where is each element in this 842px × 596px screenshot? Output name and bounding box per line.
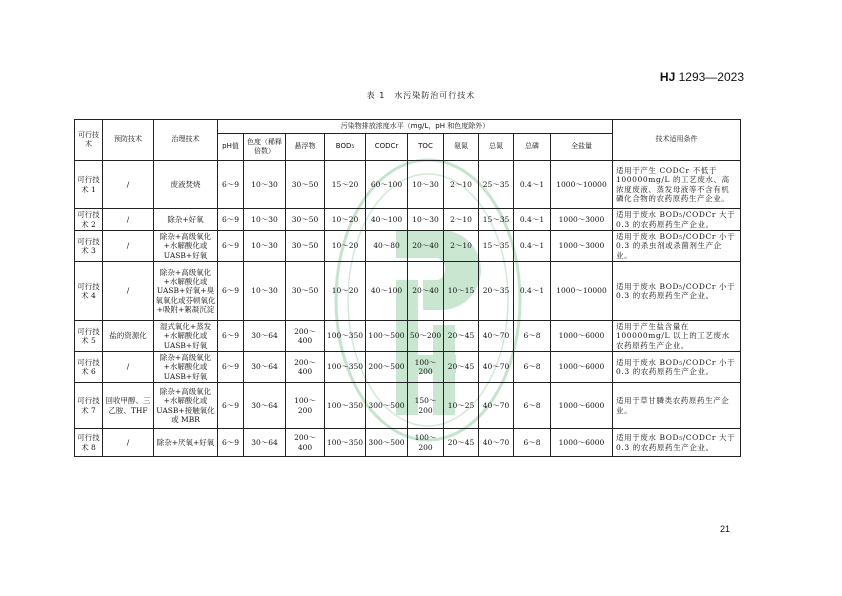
page-number: 21	[719, 524, 730, 534]
cell-prevention: /	[103, 231, 154, 262]
cell-tech: 可行技术 1	[75, 161, 103, 209]
cell-value: 100～200	[286, 383, 325, 429]
cell-value: 100～350	[325, 352, 366, 383]
header-emission-group: 污染物排放浓度水平（mg/L，pH 和色度除外）	[218, 120, 613, 134]
cell-value: 100～500	[366, 321, 408, 352]
cell-value: 2～10	[444, 231, 479, 262]
header-ph: pH值	[218, 134, 244, 161]
cell-value: 30～50	[286, 231, 325, 262]
cell-value: 1000～6000	[551, 383, 613, 429]
cell-value: 10～30	[244, 262, 286, 321]
cell-prevention: 回收甲醇、三乙胺、THF	[103, 383, 154, 429]
cell-value: 50～200	[408, 321, 444, 352]
cell-value: 0.4～1	[514, 262, 551, 321]
cell-value: 6～9	[218, 383, 244, 429]
cell-value: 40～70	[479, 429, 514, 457]
cell-prevention: /	[103, 262, 154, 321]
cell-tech: 可行技术 2	[75, 209, 103, 231]
cell-value: 30～64	[244, 321, 286, 352]
cell-value: 2～10	[444, 161, 479, 209]
cell-value: 30～64	[244, 352, 286, 383]
cell-value: 30～50	[286, 161, 325, 209]
cell-value: 150～200	[408, 383, 444, 429]
cell-value: 20～40	[408, 231, 444, 262]
header-bod5: BOD₅	[325, 134, 366, 161]
cell-treatment: 湿式氧化+蒸发+水解酸化或 UASB+好氧	[154, 321, 218, 352]
cell-value: 100～350	[325, 321, 366, 352]
header-conditions: 技术适用条件	[613, 120, 741, 161]
cell-value: 300～500	[366, 383, 408, 429]
cell-value: 15～35	[479, 209, 514, 231]
cell-conditions: 适用于草甘膦类农药原药生产企业。	[613, 383, 741, 429]
cell-tech: 可行技术 3	[75, 231, 103, 262]
header-ss: 悬浮物	[286, 134, 325, 161]
cell-conditions: 适用于废水 BOD₅/CODCr 小于 0.3 的杀虫剂或杀菌剂生产企业。	[613, 231, 741, 262]
cell-tech: 可行技术 7	[75, 383, 103, 429]
header-toc: TOC	[408, 134, 444, 161]
cell-value: 1000～6000	[551, 352, 613, 383]
header-prevention: 预防技术	[103, 120, 154, 161]
cell-tech: 可行技术 5	[75, 321, 103, 352]
cell-value: 60～100	[366, 161, 408, 209]
cell-conditions: 适用于废水 BOD₅/CODCr 小于 0.3 的农药原药生产企业。	[613, 262, 741, 321]
header-codcr: CODCr	[366, 134, 408, 161]
cell-treatment: 除杂+高级氧化+水解酸化或 UASB+好氧	[154, 231, 218, 262]
table-row	[75, 161, 741, 209]
cell-value: 1000～6000	[551, 429, 613, 457]
cell-value: 10～30	[408, 161, 444, 209]
cell-prevention: 盐的资源化	[103, 321, 154, 352]
cell-value: 40～70	[479, 352, 514, 383]
cell-value: 20～45	[444, 429, 479, 457]
cell-value: 1000～3000	[551, 231, 613, 262]
cell-tech: 可行技术 4	[75, 262, 103, 321]
cell-conditions: 适用于废水 BOD₅/CODCr 大于 0.3 的农药原药生产企业。	[613, 429, 741, 457]
cell-value: 40～70	[479, 321, 514, 352]
cell-value: 6～8	[514, 383, 551, 429]
cell-value: 20～40	[408, 262, 444, 321]
header-feasible: 可行技术	[75, 120, 103, 161]
cell-treatment: 除杂+厌氧+好氧	[154, 429, 218, 457]
table-row	[75, 262, 741, 321]
cell-value: 20～45	[444, 321, 479, 352]
cell-value: 20～45	[444, 352, 479, 383]
cell-value: 10～30	[408, 209, 444, 231]
cell-conditions: 适用于废水 BOD₅/CODCr 大于 0.3 的农药原药生产企业。	[613, 209, 741, 231]
cell-value: 100～200	[408, 352, 444, 383]
cell-value: 10～20	[325, 209, 366, 231]
cell-value: 1000～3000	[551, 209, 613, 231]
header-total-salt: 全盐量	[551, 134, 613, 161]
table-caption: 表 1 水污染防治可行技术	[366, 91, 476, 100]
cell-value: 200～400	[286, 429, 325, 457]
cell-value: 6～9	[218, 209, 244, 231]
table-row	[75, 429, 741, 457]
cell-value: 0.4～1	[514, 231, 551, 262]
cell-value: 40～70	[479, 383, 514, 429]
cell-tech: 可行技术 6	[75, 352, 103, 383]
cell-value: 100～200	[408, 429, 444, 457]
cell-value: 100～350	[325, 383, 366, 429]
standard-number: HJ 1293—2023	[659, 70, 744, 84]
cell-value: 6～9	[218, 262, 244, 321]
table-row	[75, 383, 741, 429]
cell-treatment: 除杂+好氧	[154, 209, 218, 231]
cell-prevention: /	[103, 352, 154, 383]
table-row	[75, 352, 741, 383]
header-chroma: 色度（稀释倍数）	[244, 134, 286, 161]
cell-prevention: /	[103, 161, 154, 209]
cell-value: 30～50	[286, 262, 325, 321]
cell-value: 30～50	[286, 209, 325, 231]
cell-value: 300～500	[366, 429, 408, 457]
cell-value: 30～64	[244, 383, 286, 429]
cell-value: 100～350	[325, 429, 366, 457]
cell-value: 10～20	[325, 231, 366, 262]
cell-treatment: 除杂+高级氧化+水解酸化或 UASB+接触氧化或 MBR	[154, 383, 218, 429]
cell-value: 1000～6000	[551, 321, 613, 352]
cell-value: 25～35	[479, 161, 514, 209]
cell-prevention: /	[103, 429, 154, 457]
cell-value: 0.4～1	[514, 161, 551, 209]
cell-value: 200～400	[286, 352, 325, 383]
feasible-technology-table	[74, 119, 741, 457]
cell-value: 30～64	[244, 429, 286, 457]
table-row	[75, 321, 741, 352]
cell-value: 1000～10000	[551, 262, 613, 321]
cell-value: 6～9	[218, 429, 244, 457]
cell-value: 6～9	[218, 321, 244, 352]
cell-value: 10～20	[325, 262, 366, 321]
cell-value: 40～100	[366, 262, 408, 321]
cell-value: 6～9	[218, 352, 244, 383]
cell-value: 6～8	[514, 429, 551, 457]
cell-value: 15～35	[479, 231, 514, 262]
cell-treatment: 除杂+高级氧化+水解酸化或 UASB+好氧+臭氧氧化或芬顿氧化+吸附+絮凝沉淀	[154, 262, 218, 321]
cell-value: 6～9	[218, 161, 244, 209]
cell-value: 40～80	[366, 231, 408, 262]
cell-value: 1000～10000	[551, 161, 613, 209]
header-total-phosphorus: 总磷	[514, 134, 551, 161]
cell-value: 2～10	[444, 209, 479, 231]
cell-value: 6～8	[514, 352, 551, 383]
cell-treatment: 废液焚烧	[154, 161, 218, 209]
cell-tech: 可行技术 8	[75, 429, 103, 457]
cell-value: 10～30	[244, 209, 286, 231]
cell-value: 10～30	[244, 231, 286, 262]
cell-value: 0.4～1	[514, 209, 551, 231]
header-treatment: 治理技术	[154, 120, 218, 161]
cell-value: 10～30	[244, 161, 286, 209]
header-total-nitrogen: 总氮	[479, 134, 514, 161]
table-row	[75, 209, 741, 231]
header-ammonia: 氨氮	[444, 134, 479, 161]
cell-conditions: 适用于产生盐含量在 100000mg/L 以上的工艺废水农药原药生产企业。	[613, 321, 741, 352]
cell-value: 6～8	[514, 321, 551, 352]
cell-value: 20～35	[479, 262, 514, 321]
cell-value: 10～25	[444, 383, 479, 429]
table-row	[75, 231, 741, 262]
cell-value: 200～400	[286, 321, 325, 352]
cell-prevention: /	[103, 209, 154, 231]
cell-value: 40～100	[366, 209, 408, 231]
cell-value: 200～500	[366, 352, 408, 383]
cell-value: 6～9	[218, 231, 244, 262]
cell-value: 15～20	[325, 161, 366, 209]
cell-treatment: 除杂+高级氧化+水解酸化或 UASB+好氧	[154, 352, 218, 383]
cell-conditions: 适用于废水 BOD₅/CODCr 小于 0.3 的农药原药生产企业。	[613, 352, 741, 383]
cell-value: 10～15	[444, 262, 479, 321]
cell-conditions: 适用于产生 CODCr 不低于 100000mg/L 的工艺废水、高浓度废液、蒸发母液等不含有机磷化合物的农药原药生产企业。	[613, 161, 741, 209]
